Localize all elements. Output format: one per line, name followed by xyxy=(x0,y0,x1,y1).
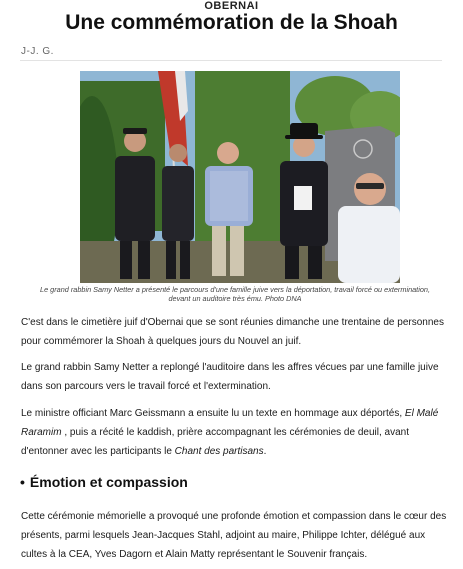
article-kicker: OBERNAI xyxy=(204,0,259,12)
subheading-text: Émotion et compassion xyxy=(29,474,188,490)
paragraph-rabbi: Le grand rabbin Samy Netter a replongé l'auditoire dans les affres vécues par une famille juive dans son parcours vers le travail forcé et l'extermination. xyxy=(21,362,439,392)
article-title: Une commémoration de la Shoah xyxy=(65,11,398,34)
subheading xyxy=(20,473,188,491)
song-title-chant-des-partisans: Chant des partisans xyxy=(174,446,264,457)
paragraph-attendees: Cette cérémonie mémorielle a provoqué une profonde émotion et compassion dans le cœur des présents, parmi lesquels Jean-Jacques Stahl, adjoint au maire, Philippe Ichter, délégué aux cultes à la CEA, Yves Dagorn et Alain Matty représentant le Souvenir français. xyxy=(21,511,447,560)
subheading-bullet: • xyxy=(20,474,25,490)
paragraph-minister xyxy=(21,404,449,461)
article-photo xyxy=(80,71,400,283)
photo-caption: Le grand rabbin Samy Netter a présenté le parcours d'une famille juive vers la déportation, travail forcé ou extermination, devant un auditoire très ému. Photo DNA xyxy=(40,285,430,303)
article-author: J-J. G. xyxy=(21,46,54,57)
paragraph-minister-text-3: . xyxy=(263,446,267,457)
paragraph-minister-text-1: Le ministre officiant Marc Geissmann a ensuite lu un texte en hommage aux déportés, xyxy=(21,408,405,419)
photo-illustration xyxy=(80,71,400,283)
divider xyxy=(20,60,442,61)
song-title-el-male-raramim: El Malé Raramim xyxy=(21,408,439,438)
paragraph-minister-text-2: , puis a récité le kaddish, prière accompagnant les cérémonies de deuil, avant d'entonner avec les participants le xyxy=(21,427,409,457)
paragraph-intro: C'est dans le cimetière juif d'Obernai que se sont réunies dimanche une trentaine de personnes pour commémorer la Shoah à quelques jours du Nouvel an juif. xyxy=(21,317,444,347)
